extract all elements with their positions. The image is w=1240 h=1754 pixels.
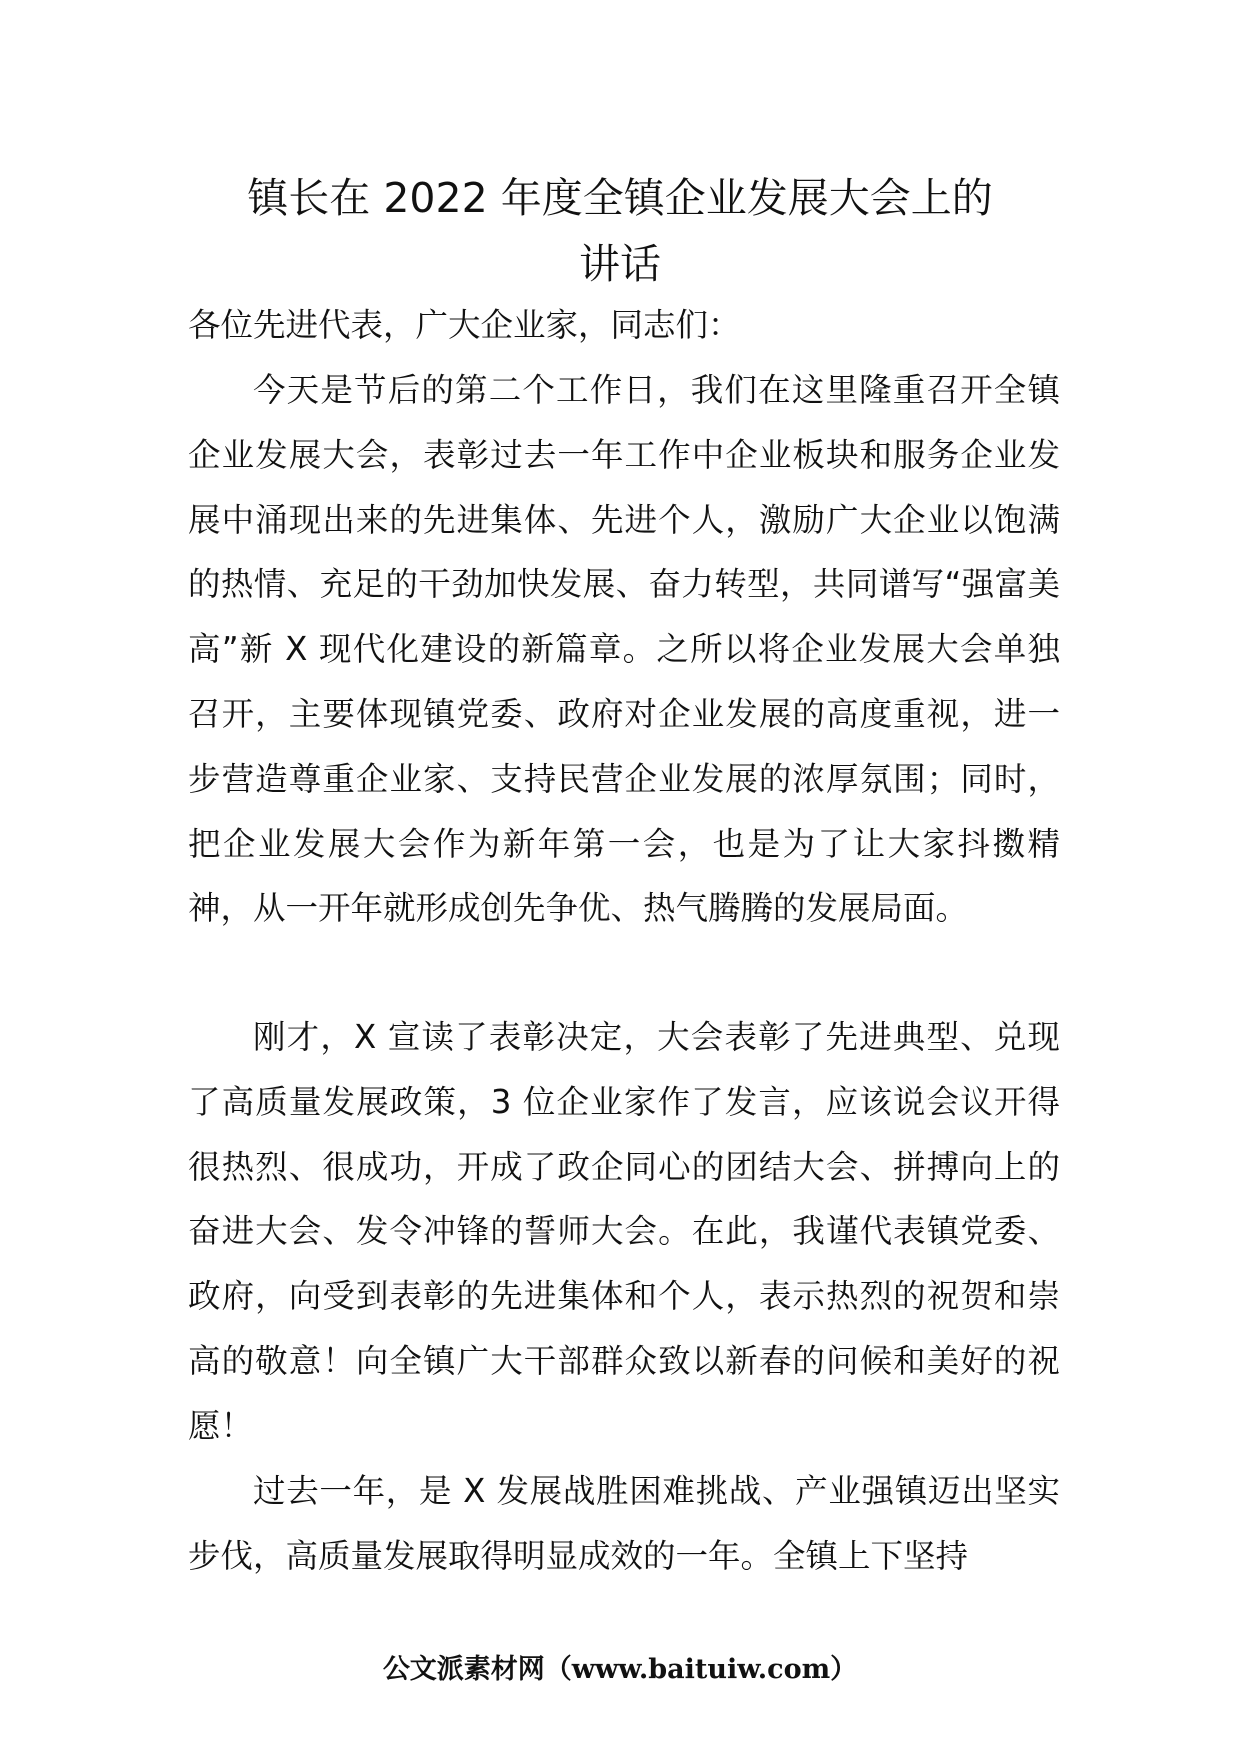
salutation: 各位先进代表，广大企业家，同志们：: [188, 306, 741, 344]
document-title-line-2: 讲话: [579, 240, 661, 288]
paragraph-1: 今天是节后的第二个工作日，我们在这里隆重召开全镇企业发展大会，表彰过去一年工作中企业板块和服务企业发展中涌现出来的先进集体、先进个人，激励广大企业以饱满的热情、充足的干劲加快发展、奋力转型，共同谱写“强富美高”新 X 现代化建设的新篇章。之所以将企业发展大会单独召开，主要体现镇党委、政府对企业发展的高度重视，进一步营造尊重企业家、支持民营企业发展的浓厚氛围；同时，把企业发展大会作为新年第一会，也是为了让大家抖擞精神，从一开年就形成创先争优、热气腾腾的发展局面。: [188, 371, 1060, 928]
footer-watermark-text: 公文派素材网（www.baituiw.com）: [382, 1654, 858, 1685]
paragraph-3: 过去一年，是 X 发展战胜困难挑战、产业强镇迈出坚实步伐，高质量发展取得明显成效的一年。全镇上下坚持: [188, 1472, 1060, 1575]
paragraph-2: 刚才，X 宣读了表彰决定，大会表彰了先进典型、兑现了高质量发展政策，3 位企业家作了发言，应该说会议开得很热烈、很成功，开成了政企同心的团结大会、拼搏向上的奋进大会、发令冲锋的誓师大会。在此，我谨代表镇党委、政府，向受到表彰的先进集体和个人，表示热烈的祝贺和崇高的敬意！向全镇广大干部群众致以新春的问候和美好的祝愿！: [188, 1018, 1060, 1445]
document-title-line-1: 镇长在 2022 年度全镇企业发展大会上的: [247, 174, 993, 222]
